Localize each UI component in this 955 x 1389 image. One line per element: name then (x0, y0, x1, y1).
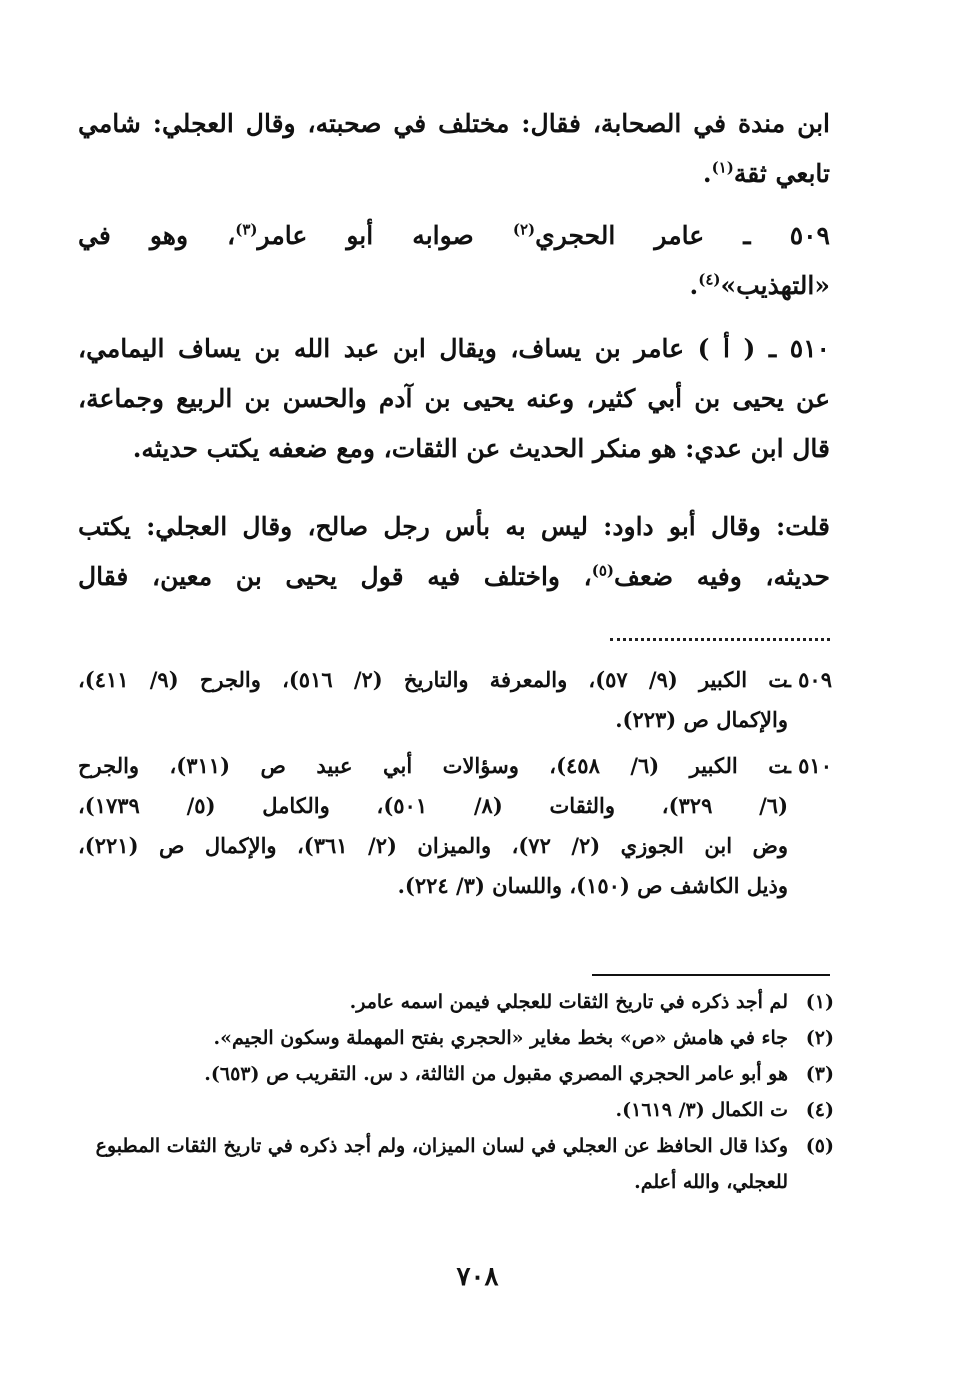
footnote-2 (82, 1020, 834, 1056)
reference-line: (٦/ ٣٢٩)، والثقات (٨/ ٥٠١)، والكامل (٥/ ١٧٣٩)، (78, 793, 788, 818)
paragraph-ibn-manda (78, 99, 830, 199)
text-line: ٥١٠ ـ ( أ ) عامر بن يساف، ويقال ابن عبد الله بن يساف اليمامي، (78, 334, 830, 363)
reference-line: وذيل الكاشف ص (١٥٠)، واللسان (٣/ ٢٢٤). (397, 873, 788, 898)
reference-510 (78, 746, 832, 906)
text-line: قلت: وقال أبو داود: ليس به بأس رجل صالح، وقال العجلي: يكتب (78, 512, 830, 541)
text-line (78, 149, 830, 199)
reference-509 (78, 660, 832, 740)
footnote-number: (٥) (805, 1135, 834, 1157)
footnote-5-continued: للعجلي، والله أعلم. (634, 1171, 788, 1193)
footnote-ref: (٤) (698, 270, 721, 289)
text-line: قال ابن عدي: هو منكر الحديث عن الثقات، ومع ضعفه يكتب حديثه. (132, 434, 830, 463)
text-segment: ، وهو في (78, 221, 236, 250)
reference-number: ٥١٠ ـ (784, 753, 832, 778)
entry-heading: ٥٠٩ ـ عامر الحجري (535, 221, 830, 250)
text-segment: . (689, 271, 699, 300)
text-line: عن يحيى بن أبي كثير، وعنه يحيى بن آدم والحسن بن الربيع وجماعة، (78, 384, 830, 413)
footnote-text: لم أجد ذكره في تاريخ الثقات للعجلي فيمن اسمه عامر. (349, 991, 788, 1013)
entry-510 (78, 324, 830, 474)
footnote-text: هو أبو عامر الحجري المصري مقبول من الثالثة، د س. التقريب ص (٦٥٣). (204, 1063, 788, 1085)
text-segment: «التهذيب» (720, 271, 830, 300)
page-number: ٧٠٨ (456, 1262, 499, 1292)
footnote-5 (82, 1128, 834, 1164)
footnote-ref: (١) (711, 158, 734, 177)
text-segment: صوابه أبو عامر (257, 221, 513, 250)
text-segment: . (702, 159, 712, 188)
text-line (78, 211, 830, 261)
footnote-ref: (٥) (591, 561, 614, 580)
text-segment: تابعي ثقة (733, 159, 830, 188)
text-segment: ، واختلف فيه قول يحيى بن معين، فقال (78, 562, 592, 591)
reference-line: ت الكبير (٩/ ٥٧)، والمعرفة والتاريخ (٢/ ٥١٦)، والجرح (٩/ ٤١١)، (78, 667, 788, 692)
reference-line: والإكمال ص (٢٢٣). (615, 707, 788, 732)
entry-509 (78, 211, 830, 311)
footnote-rule (592, 974, 830, 976)
footnote-ref: (٢) (512, 220, 536, 239)
footnote-number: (١) (805, 991, 834, 1013)
footnote-3 (82, 1056, 834, 1092)
text-segment: حديثه، وفيه ضعف (613, 562, 830, 591)
reference-line: وض ابن الجوزي (٢/ ٧٢)، والميزان (٢/ ٣٦١)، والإكمال ص (٢٢١)، (78, 833, 788, 858)
footnote-text: جاء في هامش «ص» بخط مغاير «الحجري بفتح المهملة وسكون الجيم». (213, 1027, 788, 1049)
reference-number: ٥٠٩ ـ (784, 667, 832, 692)
footnote-ref: (٣) (235, 220, 258, 239)
footnote-number: (٢) (805, 1027, 834, 1049)
footnote-1 (82, 984, 834, 1020)
text-line (78, 552, 830, 602)
reference-line: ت الكبير (٦/ ٤٥٨)، وسؤالات أبي عبيد ص (٣١١)، والجرح (78, 753, 788, 778)
text-line: ابن مندة في الصحابة، فقال: مختلف في صحبته، وقال العجلي: شامي (78, 109, 830, 138)
footnote-text: ت الكمال (٣/ ١٦١٩). (615, 1099, 788, 1121)
footnote-number: (٤) (805, 1099, 834, 1121)
dotted-separator (610, 638, 830, 645)
footnotes (82, 984, 834, 1200)
text-line (78, 261, 830, 311)
paragraph-qultu (78, 502, 830, 602)
footnote-number: (٣) (805, 1063, 834, 1085)
footnote-4 (82, 1092, 834, 1128)
footnote-text: وكذا قال الحافظ عن العجلي في لسان الميزان، ولم أجد ذكره في تاريخ الثقات المطبوع (95, 1135, 788, 1157)
